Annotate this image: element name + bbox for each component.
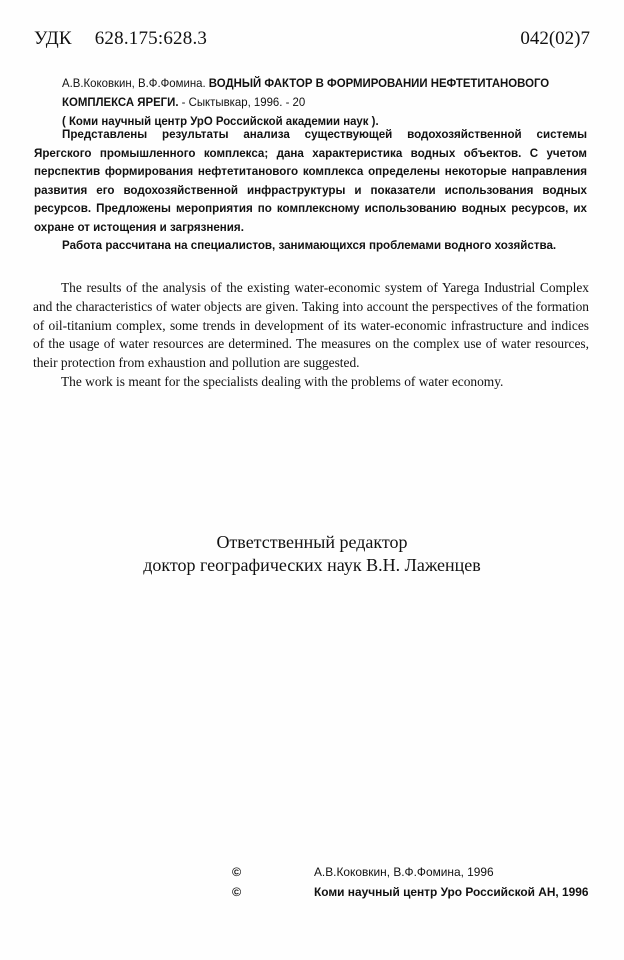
udk-label: УДК	[34, 28, 72, 49]
copyright-icon: ©	[232, 885, 242, 899]
responsible-editor	[0, 531, 624, 577]
bibliographic-citation	[62, 74, 559, 131]
copyright-block	[232, 862, 600, 902]
copyright-holder: А.В.Коковкин, В.Ф.Фомина, 1996	[314, 865, 494, 879]
udk-code: 628.175:628.3	[94, 28, 208, 49]
abstract-ru-paragraph: Представлены результаты анализа существующей водохозяйственной системы Ярегского промышленного комплекса; дана характеристика водных объектов. С учетом перспектив формирования нефтетитанового комплекса определены некоторые направления развития его водохозяйственной инфраструктуры и показатели использования водных ресурсов. Предложены мероприятия по комплексному использованию водных ресурсов, их охране от истощения и загрязнения.	[34, 128, 587, 234]
citation-authors: А.В.Коковкин, В.Ф.Фомина.	[62, 76, 206, 90]
copyright-row-organization	[232, 882, 600, 902]
bbk-code: 042(02)7	[520, 28, 590, 49]
copyright-row-authors	[232, 862, 600, 882]
udk-classification	[34, 28, 207, 50]
citation-title: ВОДНЫЙ ФАКТОР В ФОРМИРОВАНИИ НЕФТЕТИТАНОВОГО КОМПЛЕКСА ЯРЕГИ.	[62, 76, 550, 109]
abstract-english	[33, 279, 589, 392]
abstract-ru-paragraph: Работа рассчитана на специалистов, занимающихся проблемами водного хозяйства.	[62, 239, 557, 252]
abstract-en-paragraph: The work is meant for the specialists dealing with the problems of water economy.	[61, 373, 504, 389]
editor-role: Ответственный редактор	[216, 532, 408, 552]
editor-name: доктор географических наук В.Н. Лаженцев	[143, 555, 481, 575]
citation-organization: ( Коми научный центр УрО Российской академии наук ).	[62, 114, 379, 128]
copyright-holder: Коми научный центр Уро Российской АН, 1996	[314, 885, 589, 899]
citation-publication: - Сыктывкар, 1996. - 20	[181, 95, 306, 109]
copyright-icon: ©	[232, 865, 242, 879]
abstract-en-paragraph: The results of the analysis of the existing water-economic system of Yarega Industrial Complex and the characteristics of water objects are given. Taking into account the perspectives of the formation of oil-titanium complex, some trends in development of its water-economic infrastructure and indices of the usage of water resources are determined. The measures on the complex use of water resources, their protection from exhaustion and pollution are suggested.	[33, 280, 589, 371]
abstract-russian	[34, 126, 587, 256]
